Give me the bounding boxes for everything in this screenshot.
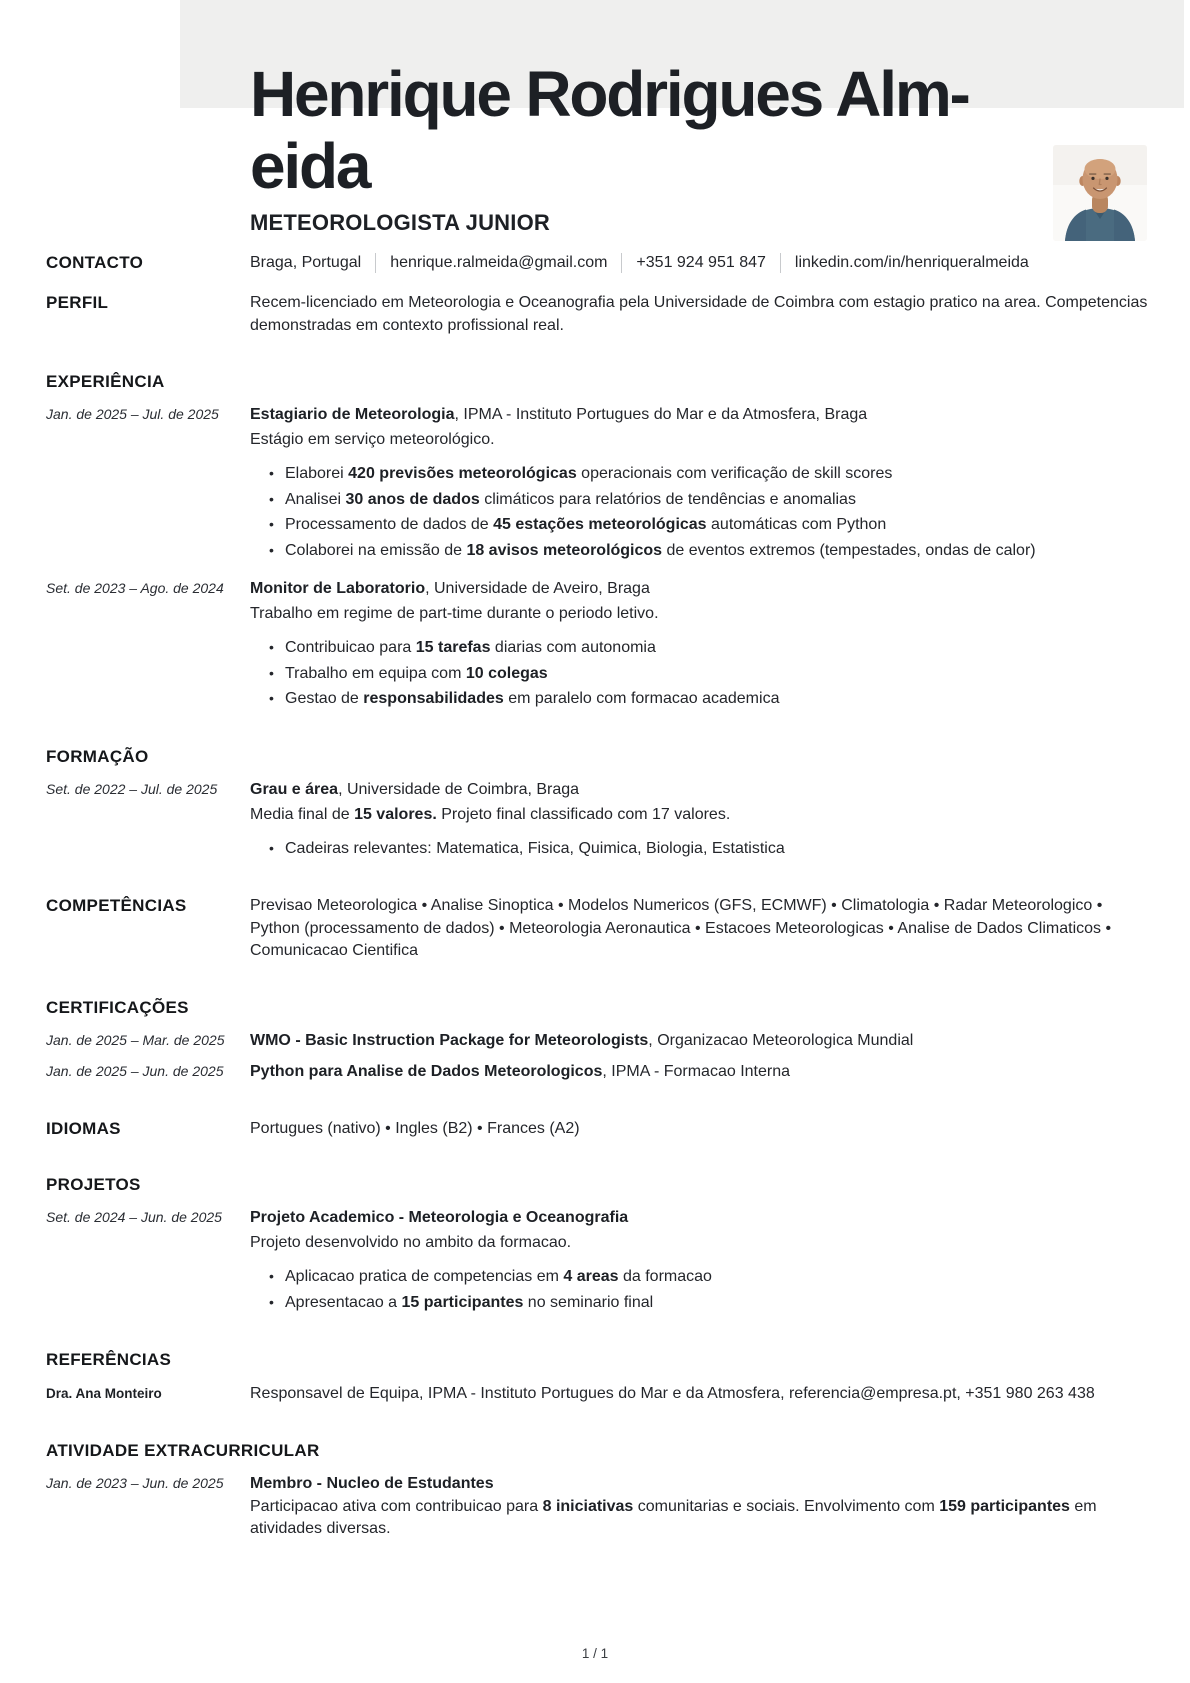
entry-date: Jan. de 2023 – Jun. de 2025 — [46, 1474, 224, 1491]
bullet-item: • Colaborei na emissão de 18 avisos meteorológicos de eventos extremos (tempestades, ondas de calor) — [269, 538, 1148, 564]
entry-summary: Projeto desenvolvido no ambito da formacao. — [250, 1234, 572, 1251]
contact-linkedin: linkedin.com/in/henriqueralmeida — [794, 254, 1029, 271]
competencias-text: Previsao Meteorologica • Analise Sinoptica • Modelos Numericos (GFS, ECMWF) • Climatologia • Radar Meteorologico • Python (processamento de dados) • Meteorologia Aeronautica • Estacoes Meteorologicas • Analise de Dados Climaticos • Comunicacao Cientifica — [250, 897, 1112, 959]
project-name: Projeto Academico - Meteorologia e Oceanografia — [250, 1209, 629, 1226]
contact-separator — [375, 253, 376, 273]
certification-entry — [46, 1028, 1148, 1053]
entry-date: Jan. de 2025 – Mar. de 2025 — [46, 1031, 225, 1048]
contact-line — [250, 252, 1148, 274]
section-certificacoes-heading — [46, 997, 1148, 1019]
entry-title-school: , Universidade de Coimbra, Braga — [338, 780, 580, 798]
reference-details: Responsavel de Equipa, IPMA - Instituto Portugues do Mar e da Atmosfera, referencia@empresa.pt, +351 980 263 438 — [250, 1385, 1095, 1402]
bullet-item: • Analisei 30 anos de dados climáticos para relatórios de tendências e anomalias — [269, 487, 1148, 513]
contact-separator — [621, 253, 622, 273]
experience-entry — [46, 402, 1148, 563]
bullet-item: • Cadeiras relevantes: Matematica, Fisica, Quimica, Biologia, Estatistica — [269, 836, 1148, 862]
cv-header — [0, 0, 1190, 238]
entry-bullets — [250, 635, 1148, 712]
entry-bullets — [250, 836, 1148, 862]
section-formacao-heading — [46, 746, 1148, 768]
certification-name: Python para Analise de Dados Meteorologicos — [250, 1062, 603, 1080]
entry-summary: Estágio em serviço meteorológico. — [250, 431, 495, 448]
section-label-atividade: ATIVIDADE EXTRACURRICULAR — [46, 1440, 320, 1460]
bullet-item: • Gestao de responsabilidades em paralelo com formacao academica — [269, 686, 1148, 712]
entry-date: Jan. de 2025 – Jun. de 2025 — [46, 1062, 224, 1079]
entry-title — [250, 1471, 1148, 1496]
entry-bullets — [250, 461, 1148, 563]
contact-location: Braga, Portugal — [250, 254, 362, 271]
candidate-job-title: METEOROLOGISTA JUNIOR — [250, 210, 550, 235]
perfil-text: Recem-licenciado em Meteorologia e Oceanografia pela Universidade de Coimbra com estagio pratico na area. Competencias demonstradas em contexto profissional real. — [250, 294, 1148, 334]
section-label-certificacoes: CERTIFICAÇÕES — [46, 997, 189, 1017]
section-label-referencias: REFERÊNCIAS — [46, 1350, 172, 1369]
experience-entry — [46, 576, 1148, 712]
section-label-idiomas: IDIOMAS — [46, 1118, 121, 1138]
section-competencias — [46, 895, 1148, 963]
entry-title — [250, 1205, 1148, 1230]
section-perfil — [46, 292, 1148, 337]
contact-email: henrique.ralmeida@gmail.com — [390, 254, 608, 271]
entry-title-role: Estagiario de Meteorologia — [250, 406, 455, 423]
reference-name: Dra. Ana Monteiro — [46, 1386, 162, 1401]
section-contacto — [46, 252, 1148, 274]
page-indicator: 1 / 1 — [581, 1646, 609, 1661]
activity-description: Participacao ativa com contribuicao para 8 iniciativas comunitarias e sociais. Envolvimento com 159 participantes em atividades diversas. — [250, 1497, 1097, 1537]
entry-title — [250, 402, 1148, 427]
section-label-competencias: COMPETÊNCIAS — [46, 896, 187, 915]
section-idiomas — [46, 1118, 1148, 1141]
certification-name: WMO - Basic Instruction Package for Meteorologists — [250, 1031, 649, 1049]
bullet-item: • Elaborei 420 previsões meteorológicas operacionais com verificação de skill scores — [269, 461, 1148, 487]
certification-issuer: , Organizacao Meteorologica Mundial — [648, 1031, 914, 1049]
bullet-item: • Processamento de dados de 45 estações meteorológicas automáticas com Python — [269, 512, 1148, 538]
candidate-name-line1: Henrique Rodrigues Alm- — [250, 58, 969, 130]
education-entry — [46, 777, 1148, 862]
bullet-item: • Trabalho em equipa com 10 colegas — [269, 661, 1148, 687]
entry-summary: Trabalho em regime de part-time durante o periodo letivo. — [250, 605, 659, 622]
certification-entry — [46, 1059, 1148, 1084]
entry-date: Jan. de 2025 – Jul. de 2025 — [46, 406, 219, 422]
contact-separator — [780, 253, 781, 273]
section-projetos-heading — [46, 1174, 1148, 1196]
entry-title-role: Monitor de Laboratorio — [250, 580, 426, 597]
entry-title — [250, 576, 1148, 601]
section-label-perfil: PERFIL — [46, 293, 109, 312]
section-experiencia-heading — [46, 371, 1148, 393]
entry-date: Set. de 2024 – Jun. de 2025 — [46, 1209, 222, 1225]
idiomas-text: Portugues (nativo) • Ingles (B2) • Frances (A2) — [250, 1119, 580, 1137]
activity-role: Membro - Nucleo de Estudantes — [250, 1474, 494, 1492]
bullet-item: • Aplicacao pratica de competencias em 4 areas da formacao — [269, 1264, 1148, 1290]
contact-phone: +351 924 951 847 — [636, 254, 766, 271]
entry-title-org: , IPMA - Instituto Portugues do Mar e da Atmosfera, Braga — [454, 406, 868, 423]
entry-title-degree: Grau e área — [250, 780, 339, 798]
entry-date: Set. de 2023 – Ago. de 2024 — [46, 580, 224, 596]
bullet-item: • Apresentacao a 15 participantes no seminario final — [269, 1290, 1148, 1316]
entry-summary: Media final de 15 valores. Projeto final classificado com 17 valores. — [250, 805, 731, 823]
candidate-name-line2: eida — [250, 130, 370, 202]
entry-title — [250, 1028, 1148, 1053]
section-label-formacao: FORMAÇÃO — [46, 746, 149, 766]
bullet-item: • Contribuicao para 15 tarefas diarias com autonomia — [269, 635, 1148, 661]
entry-title — [250, 777, 1148, 802]
entry-title-org: , Universidade de Aveiro, Braga — [425, 580, 650, 597]
certification-issuer: , IPMA - Formacao Interna — [602, 1062, 790, 1080]
section-label-experiencia: EXPERIÊNCIA — [46, 372, 165, 391]
cv-body — [0, 252, 1190, 1541]
section-label-projetos: PROJETOS — [46, 1175, 141, 1194]
entry-title — [250, 1059, 1148, 1084]
activity-entry — [46, 1471, 1148, 1541]
candidate-name — [250, 58, 1148, 202]
reference-entry — [46, 1383, 1148, 1406]
entry-date: Set. de 2022 – Jul. de 2025 — [46, 780, 218, 797]
section-label-contacto: CONTACTO — [46, 253, 144, 272]
project-entry — [46, 1205, 1148, 1315]
section-atividade-heading — [46, 1440, 1148, 1462]
section-referencias-heading — [46, 1349, 1148, 1371]
entry-bullets — [250, 1264, 1148, 1315]
